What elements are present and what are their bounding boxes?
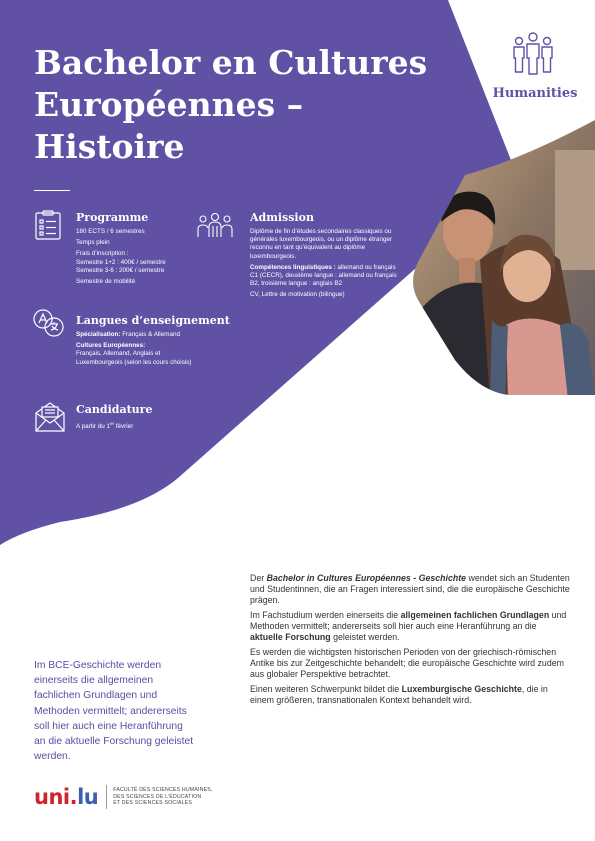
body-p2-b2: aktuelle Forschung <box>250 632 331 642</box>
logo-separator <box>106 785 107 809</box>
programme-heading: Programme <box>76 211 149 224</box>
clipboard-list-icon <box>34 210 62 240</box>
body-paragraph-2 <box>250 610 570 643</box>
body-p4-b: Luxemburgische Geschichte <box>401 684 522 694</box>
programme-mode: Temps plein <box>76 239 110 247</box>
body-p2-b1: allgemeinen fachlichen Grundlagen <box>400 610 550 620</box>
programme-mobility: Semestre de mobilité <box>76 278 136 286</box>
category-label: Humanities <box>492 86 578 101</box>
admission-languages <box>250 264 400 289</box>
admission-cv: CV, Lettre de motivation (bilingue) <box>250 291 345 299</box>
envelope-icon <box>34 401 66 433</box>
body-paragraph-3: Es werden die wichtigsten historischen Perioden von der griechisch-römischen Antike bis zur Zeitgeschichte behandelt; die europäische Geschichte wird zudem aus globaler Perspektive betrachtet. <box>250 647 564 679</box>
body-p1-em: Bachelor in Cultures Européennes - Geschichte <box>266 573 467 583</box>
admission-section <box>250 211 400 300</box>
people-icon <box>195 212 235 238</box>
languages-specialisation <box>76 331 206 339</box>
body-p1-a: Der <box>250 573 267 583</box>
body-p2-c: und Methoden vermittelt; andererseits soll hier auch eine Heranführung an die <box>250 610 567 631</box>
university-logo <box>34 785 213 809</box>
candidature-text: A partir du 1 <box>76 423 110 431</box>
title-divider <box>34 190 70 191</box>
body-p1-b: wendet sich an Studenten und Studentinnen, die an Fragen interessiert sind, die die europäische Geschichte prägen. <box>250 573 570 605</box>
faculty-line-2: DES SCIENCES DE L’ÉDUCATION <box>113 793 202 800</box>
candidature-heading: Candidature <box>76 403 153 416</box>
logo-wordmark <box>34 785 98 809</box>
title-line-3: Histoire <box>34 127 185 166</box>
body-paragraph-1 <box>250 573 570 606</box>
languages-spec-label: Spécialisation: <box>76 331 121 338</box>
body-p2-a: Im Fachstudium werden einerseits die <box>250 610 401 620</box>
body-p4-a: Einen weiteren Schwerpunkt bildet die <box>250 684 402 694</box>
body-text <box>250 573 570 710</box>
admission-languages-text: allemand ou français C1 (CECR), deuxième langue : allemand ou français B2, troisième langue : anglais B2 <box>250 263 397 288</box>
languages-heading: Langues d’enseignement <box>76 314 230 327</box>
pull-quote: Im BCE-Geschichte werden einerseits die allgemeinen fachlichen Grundlagen und Methoden vermittelt; andererseits soll hier auch eine Heranführung an die aktuelle Forschung geleistet werden. <box>34 660 194 763</box>
languages-cultures-text: Français, Allemand, Anglais et Luxembourgeois (selon les cours choisis) <box>76 350 192 366</box>
candidature-section <box>76 403 216 431</box>
translate-icon <box>32 308 66 338</box>
logo-lu: lu <box>77 785 99 809</box>
body-paragraph-4 <box>250 684 570 706</box>
admission-heading: Admission <box>250 211 314 224</box>
people-group-icon <box>509 30 557 78</box>
faculty-name <box>113 787 212 807</box>
body-p2-d: geleistet werden. <box>330 632 400 642</box>
languages-section <box>76 314 230 367</box>
page-title <box>34 42 454 168</box>
admission-diploma: Diplôme de fin d’études secondaires classiques ou générales luxembourgeois, ou un diplôme étranger reconnu en tant qu’équivalent au diplôme luxembourgeois. <box>250 228 393 260</box>
body-p4-c: , die in einem größeren, transnationalen Kontext behandelt wird. <box>250 684 548 705</box>
title-line-1: Bachelor en Cultures <box>34 43 428 82</box>
candidature-sup: er <box>109 421 114 426</box>
title-line-2: Européennes – <box>34 85 304 124</box>
candidature-date <box>76 420 216 431</box>
programme-ects: 180 ECTS / 6 semestres <box>76 228 145 235</box>
admission-languages-label: Compétences linguistiques : <box>250 263 336 271</box>
programme-fees: Frais d’inscription : Semestre 1+2 : 400€ / semestre Semestre 3-6 : 200€ / semestre <box>76 250 166 274</box>
logo-uni: uni. <box>34 785 78 809</box>
faculty-line-3: ET DES SCIENCES SOCIALES <box>113 800 193 807</box>
languages-cultures-label: Cultures Européennes: <box>76 342 146 350</box>
faculty-line-1: FACULTÉ DES SCIENCES HUMAINES, <box>113 787 213 794</box>
candidature-month: février <box>113 423 134 431</box>
languages-spec-text: Français & Allemand <box>120 331 180 338</box>
